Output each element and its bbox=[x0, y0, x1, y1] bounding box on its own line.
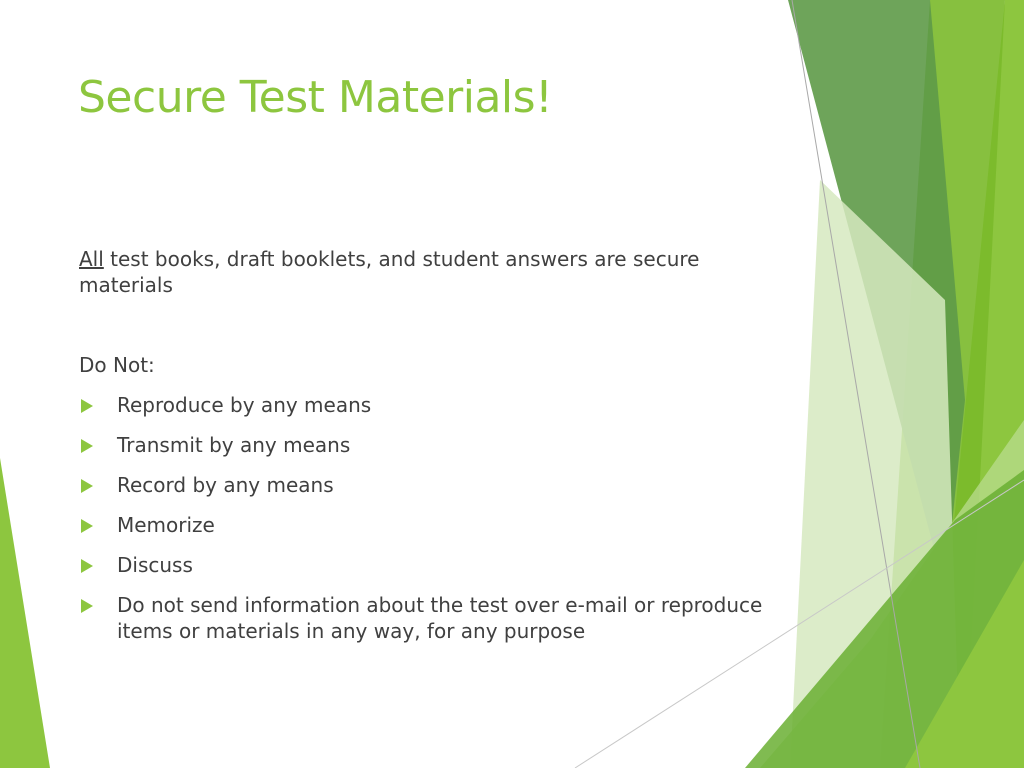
bullet-arrow-icon bbox=[81, 399, 93, 413]
bullet-item bbox=[79, 472, 779, 498]
slide-body bbox=[79, 246, 779, 658]
intro-text: test books, draft booklets, and student answers are secure materials bbox=[79, 247, 700, 297]
bullet-arrow-icon bbox=[81, 519, 93, 533]
intro-emphasis: All bbox=[79, 247, 104, 271]
bullet-text: Transmit by any means bbox=[117, 433, 351, 457]
bullet-arrow-icon bbox=[81, 439, 93, 453]
bullet-item bbox=[79, 592, 779, 644]
bullet-text: Memorize bbox=[117, 513, 215, 537]
bullet-item bbox=[79, 512, 779, 538]
bullet-item bbox=[79, 552, 779, 578]
facet-left-green bbox=[0, 458, 50, 768]
intro-paragraph bbox=[79, 246, 779, 298]
bullet-list bbox=[79, 392, 779, 644]
do-not-heading: Do Not: bbox=[79, 353, 155, 377]
bullet-arrow-icon bbox=[81, 599, 93, 613]
bullet-item bbox=[79, 392, 779, 418]
bullet-text: Record by any means bbox=[117, 473, 334, 497]
bullet-text: Reproduce by any means bbox=[117, 393, 372, 417]
bullet-arrow-icon bbox=[81, 479, 93, 493]
bullet-arrow-icon bbox=[81, 559, 93, 573]
bullet-item bbox=[79, 432, 779, 458]
bullet-text: Discuss bbox=[117, 553, 193, 577]
slide-title: Secure Test Materials! bbox=[78, 72, 553, 123]
bullet-text: Do not send information about the test over e-mail or reproduce items or materials in any way, for any purpose bbox=[117, 593, 763, 643]
